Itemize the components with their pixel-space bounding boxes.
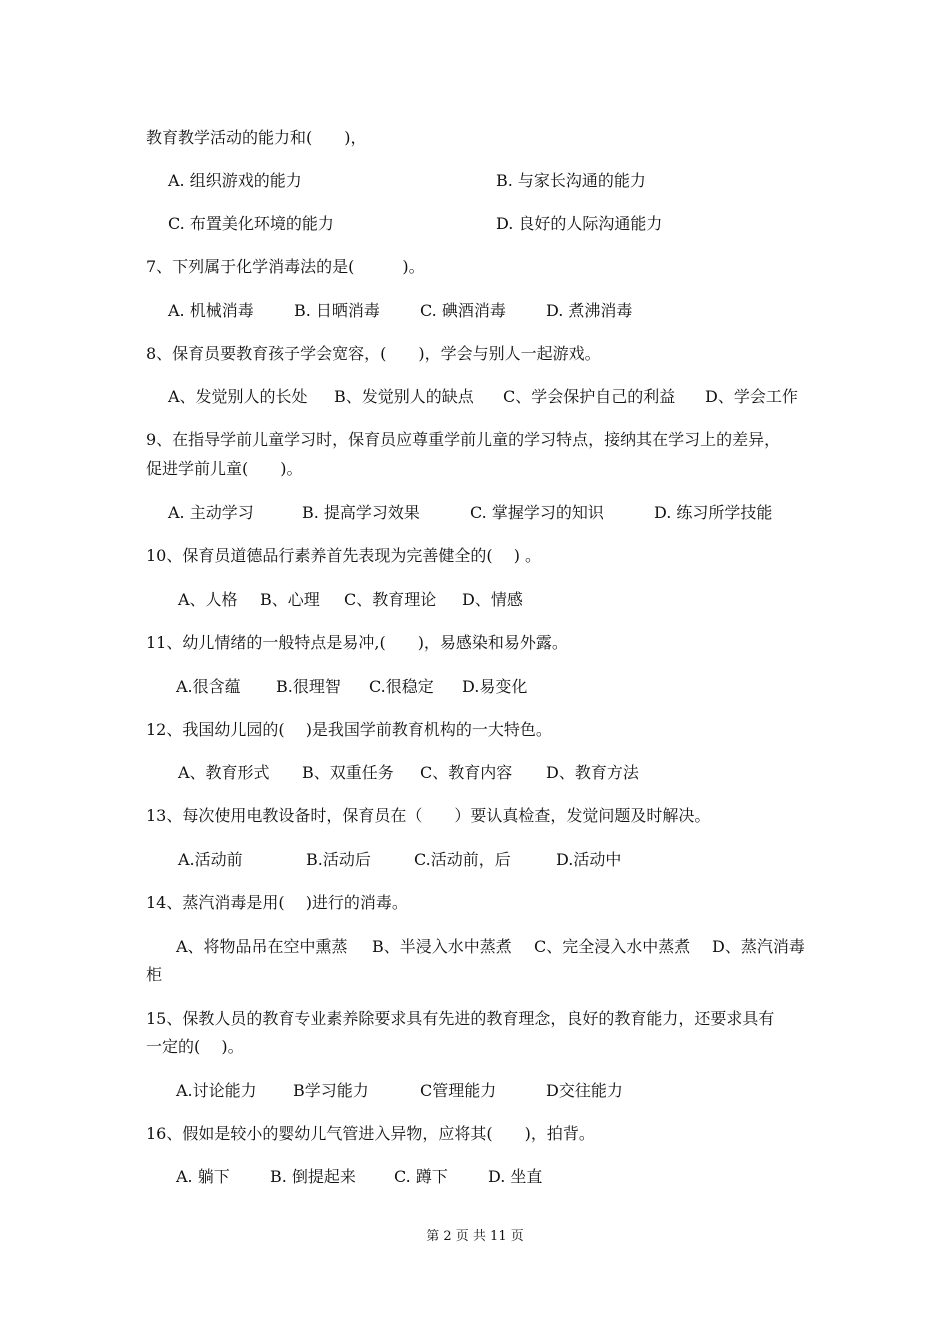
q7-option-a: A. 机械消毒 xyxy=(168,301,254,320)
q8-stem: 8、保育员要教育孩子学会宽容，( )，学会与别人一起游戏。 xyxy=(146,344,601,363)
q15-stem-line1: 15、保教人员的教育专业素养除要求具有先进的教育理念，良好的教育能力，还要求具有 xyxy=(146,1009,775,1028)
q11-option-d: D.易变化 xyxy=(462,677,528,696)
q10-option-b: B、心理 xyxy=(260,590,320,609)
q8-option-c: C、学会保护自己的利益 xyxy=(503,387,676,406)
q14-option-d-wrap: 柜 xyxy=(146,965,163,984)
q11-option-a: A.很含蕴 xyxy=(176,677,241,696)
q9-option-d: D. 练习所学技能 xyxy=(654,503,773,522)
q14-option-b: B、半浸入水中蒸煮 xyxy=(372,937,512,956)
q6-option-b: B. 与家长沟通的能力 xyxy=(496,171,646,190)
q13-option-b: B.活动后 xyxy=(306,850,371,869)
q14-option-d: D、蒸汽消毒 xyxy=(712,937,805,956)
q15-option-d: D交往能力 xyxy=(546,1081,623,1100)
q8-option-b: B、发觉别人的缺点 xyxy=(334,387,474,406)
q15-option-b: B学习能力 xyxy=(293,1081,369,1100)
q13-option-c: C.活动前，后 xyxy=(414,850,511,869)
q14-option-a: A、将物品吊在空中熏蒸 xyxy=(176,937,348,956)
q13-stem: 13、每次使用电教设备时，保育员在（ ）要认真检查，发觉问题及时解决。 xyxy=(146,806,711,825)
q11-option-c: C.很稳定 xyxy=(369,677,434,696)
q10-option-a: A、人格 xyxy=(178,590,238,609)
q6-option-a: A. 组织游戏的能力 xyxy=(168,171,302,190)
q6-stem-tail: 教育教学活动的能力和( )， xyxy=(146,128,367,147)
q9-stem-line1: 9、在指导学前儿童学习时，保育员应尊重学前儿童的学习特点，接纳其在学习上的差异， xyxy=(146,430,781,449)
q9-option-b: B. 提高学习效果 xyxy=(302,503,420,522)
q15-stem-line2: 一定的( )。 xyxy=(146,1037,244,1056)
q16-option-b: B. 倒提起来 xyxy=(270,1167,356,1186)
q15-option-c: C管理能力 xyxy=(420,1081,497,1100)
q12-option-c: C、教育内容 xyxy=(420,763,513,782)
q13-option-a: A.活动前 xyxy=(178,850,243,869)
q12-stem: 12、我国幼儿园的( )是我国学前教育机构的一大特色。 xyxy=(146,720,552,739)
q16-option-d: D. 坐直 xyxy=(488,1167,543,1186)
q8-option-d: D、学会工作 xyxy=(705,387,798,406)
q7-stem: 7、下列属于化学消毒法的是( )。 xyxy=(146,257,425,276)
q12-option-b: B、双重任务 xyxy=(302,763,394,782)
q9-stem-line2: 促进学前儿童( )。 xyxy=(146,459,303,478)
q15-option-a: A.讨论能力 xyxy=(176,1081,257,1100)
q16-option-c: C. 蹲下 xyxy=(394,1167,448,1186)
q7-option-d: D. 煮沸消毒 xyxy=(546,301,633,320)
q11-option-b: B.很理智 xyxy=(276,677,341,696)
q7-option-b: B. 日晒消毒 xyxy=(294,301,380,320)
q10-option-c: C、教育理论 xyxy=(344,590,437,609)
q9-option-a: A. 主动学习 xyxy=(168,503,254,522)
q12-option-a: A、教育形式 xyxy=(178,763,270,782)
q9-option-c: C. 掌握学习的知识 xyxy=(470,503,604,522)
q12-option-d: D、教育方法 xyxy=(546,763,639,782)
q11-stem: 11、幼儿情绪的一般特点是易冲,( )，易感染和易外露。 xyxy=(146,633,568,652)
q10-option-d: D、情感 xyxy=(462,590,523,609)
q8-option-a: A、发觉别人的长处 xyxy=(168,387,308,406)
q13-option-d: D.活动中 xyxy=(556,850,622,869)
q14-option-c: C、完全浸入水中蒸煮 xyxy=(534,937,691,956)
q14-stem: 14、蒸汽消毒是用( )进行的消毒。 xyxy=(146,893,408,912)
page-number-footer: 第 2 页 共 11 页 xyxy=(426,1229,524,1244)
q16-stem: 16、假如是较小的婴幼儿气管进入异物，应将其( )，拍背。 xyxy=(146,1124,595,1143)
q6-option-d: D. 良好的人际沟通能力 xyxy=(496,214,663,233)
q7-option-c: C. 碘酒消毒 xyxy=(420,301,506,320)
q6-option-c: C. 布置美化环境的能力 xyxy=(168,214,334,233)
q16-option-a: A. 躺下 xyxy=(176,1167,230,1186)
q10-stem: 10、保育员道德品行素养首先表现为完善健全的( ) 。 xyxy=(146,546,542,565)
